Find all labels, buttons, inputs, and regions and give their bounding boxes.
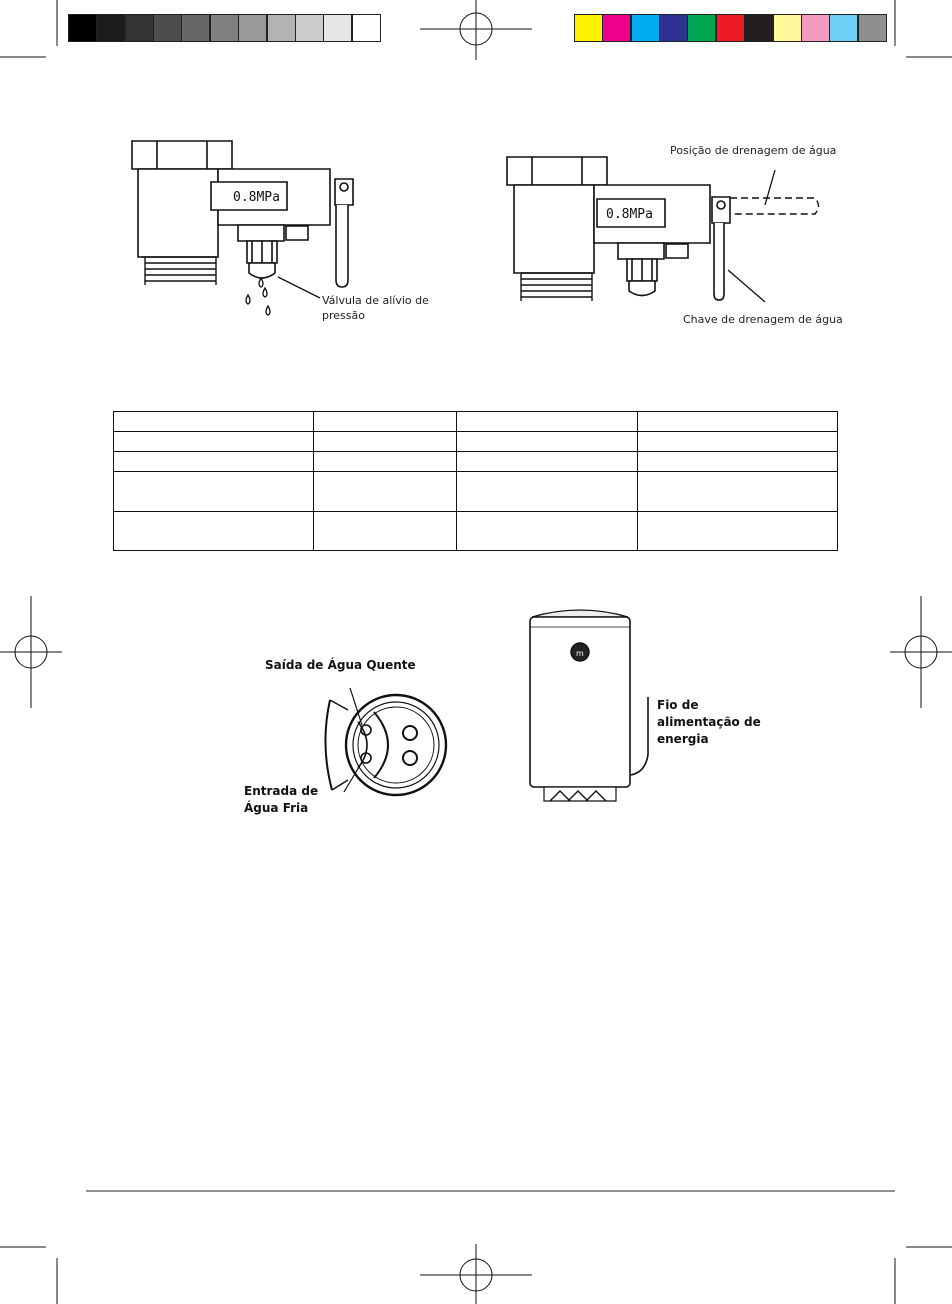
spec-table <box>113 411 838 551</box>
svg-text:m: m <box>576 649 584 658</box>
table-cell <box>457 472 638 512</box>
color-swatch <box>574 14 603 42</box>
color-swatch <box>687 14 716 42</box>
table-cell <box>457 432 638 452</box>
table-row <box>114 512 838 551</box>
color-swatch <box>181 14 210 42</box>
color-swatch <box>153 14 182 42</box>
table-cell <box>314 452 457 472</box>
color-swatch <box>829 14 858 42</box>
table-row <box>114 432 838 452</box>
svg-text:0.8MPa: 0.8MPa <box>606 207 653 222</box>
color-swatch <box>68 14 97 42</box>
table-cell <box>638 412 838 432</box>
color-swatch <box>716 14 745 42</box>
table-row <box>114 412 838 432</box>
color-swatch <box>125 14 154 42</box>
table-cell <box>314 432 457 452</box>
grayscale-bar <box>68 0 380 44</box>
relief-valve-label: Válvula de alívio de pressão <box>322 294 429 322</box>
table-cell <box>638 512 838 551</box>
color-swatch <box>267 14 296 42</box>
color-swatch <box>773 14 802 42</box>
drain-key-label: Chave de drenagem de água <box>683 313 843 326</box>
color-swatch <box>323 14 352 42</box>
color-swatch <box>210 14 239 42</box>
cold-water-inlet-label: Entrada de Água Fria <box>244 784 319 815</box>
color-swatch <box>96 14 125 42</box>
color-swatch <box>352 14 381 42</box>
color-swatch <box>295 14 324 42</box>
table-cell <box>638 432 838 452</box>
color-swatch <box>602 14 631 42</box>
hot-water-outlet-label: Saída de Água Quente <box>265 658 416 672</box>
drain-position-label: Posição de drenagem de água <box>670 144 837 157</box>
table-row <box>114 472 838 512</box>
table-cell <box>314 472 457 512</box>
color-swatch <box>631 14 660 42</box>
power-cord-label: Fio de alimentação de energia <box>657 698 761 746</box>
heater-front-view-figure <box>520 605 660 810</box>
table-cell <box>114 432 314 452</box>
table-cell <box>114 412 314 432</box>
table-cell <box>457 512 638 551</box>
drain-valve-figure <box>500 150 830 320</box>
table-cell <box>457 412 638 432</box>
color-swatch <box>858 14 887 42</box>
table-cell <box>638 472 838 512</box>
table-cell <box>114 512 314 551</box>
table-cell <box>638 452 838 472</box>
table-cell <box>457 452 638 472</box>
table-cell <box>314 412 457 432</box>
table-cell <box>314 512 457 551</box>
table-cell <box>114 472 314 512</box>
color-swatch <box>744 14 773 42</box>
color-swatch <box>659 14 688 42</box>
color-swatch <box>238 14 267 42</box>
table-row <box>114 452 838 472</box>
svg-text:0.8MPa: 0.8MPa <box>233 190 280 205</box>
color-swatch <box>801 14 830 42</box>
color-bar <box>574 0 886 44</box>
table-cell <box>114 452 314 472</box>
